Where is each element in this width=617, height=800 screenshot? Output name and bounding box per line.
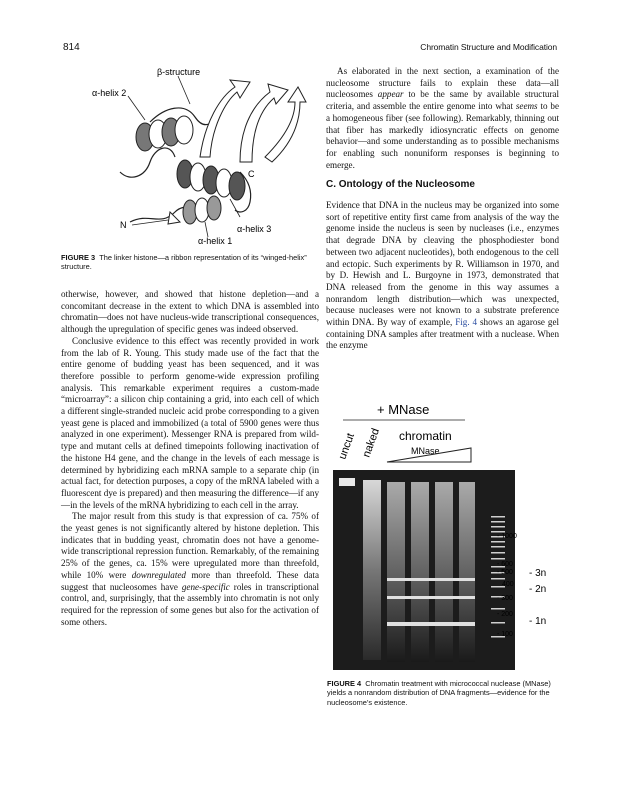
label-c-terminus: C xyxy=(248,169,255,179)
page-number: 814 xyxy=(63,42,80,53)
label-alpha-helix-2: α-helix 2 xyxy=(92,88,127,98)
text-run: As elaborated in the next section, a examination of the nucleosome structure fails to explain these data—all nucleosomes xyxy=(326,66,559,100)
ladder-band xyxy=(387,622,475,626)
alpha-helix-2-ribbon xyxy=(136,116,193,151)
text-run: roles in transcriptional control, and, surprisingly, that the assembly into chromatin is not only required for the repression of some genes but also for the activation of some others. xyxy=(61,581,319,627)
marker-band xyxy=(491,552,505,554)
marker-band xyxy=(491,622,505,624)
paragraph: Conclusive evidence to this effect was recently provided in work from the lab of R. Young. This study made use of the fact that the entire genome of budding yeast has been sequenced, and it was therefore possible to perform genome-wide expression profiling analysis. This remarkable experiment requires a custom-made “microarray”: a silicon chip containing a grid, into each cell of which a different single-stranded nucleic acid probe corresponding to a given yeast gene is placed and immobilized (a total of 5900 genes were thus analyzed in one experiment). Messenger RNA is prepared from wild-type and mutant cells at defined timepoints following inactivation of the histone H4 gene, and the change in the levels of each message is determined by hybridizing each mRNA sample to a separate chip (in actual fact, for detection purposes, a copy of the mRNA labeled with a fluorescent dye is prepared) and then measuring the difference—if any—in the levels of the mRNA hybridizing to each cell in the array. xyxy=(61,335,319,510)
figure-3-ribbon-diagram xyxy=(90,62,310,247)
figure-4-label: FIGURE 4 xyxy=(327,679,362,688)
figure-3-label: FIGURE 3 xyxy=(61,253,96,262)
lane-chromatin-2 xyxy=(411,482,429,662)
paragraph: otherwise, however, and showed that histone depletion—and a concomitant decrease in the extent to which DNA is assembled into chromatin—does not have nucleus-wide transcriptional consequences, although the upregulation of specific genes was indeed observed. xyxy=(61,289,319,335)
marker-label: 400 xyxy=(502,581,514,588)
paragraph xyxy=(61,511,319,628)
text-run: to be a homogeneous fiber (see following). Remarkably, thinning out that fiber has markedly idiosyncratic effects on genome behavior—and some understanding as to possible mechanisms for enabling such nonuniform responses is beginning to emerge. xyxy=(326,101,559,170)
marker-band xyxy=(491,546,505,548)
marker-label: - 1000 xyxy=(497,533,517,540)
coil-strand xyxy=(120,148,175,177)
nucleosome-1n-label: - 1n xyxy=(529,616,547,627)
text-run: to be the same by available structural criteria, and assemble the entire genome into what xyxy=(326,89,559,112)
running-title: Chromatin Structure and Modification xyxy=(420,42,557,52)
emphasis: downregulated xyxy=(131,569,186,580)
paragraph xyxy=(326,200,559,352)
label-alpha-helix-1: α-helix 1 xyxy=(198,236,233,246)
text-run: more than threefold. These data suggest that nucleosomes have xyxy=(61,569,319,592)
figure-4-caption-text: Chromatin treatment with micrococcal nuclease (MNase) yields a nonrandom distribution of DNA fragments—evidence for the nucleosome’s existence. xyxy=(327,679,551,707)
n-terminus-marker xyxy=(168,212,180,224)
figure-3-caption xyxy=(61,253,309,272)
nucleosome-2n-label: - 2n xyxy=(529,584,547,595)
lane-uncut-band xyxy=(339,478,355,486)
marker-band xyxy=(491,541,505,543)
left-column xyxy=(61,289,319,628)
marker-label: - 500 xyxy=(497,569,513,576)
text-run: shows an agarose gel containing DNA samples after treatment with a nuclease. When the enzyme xyxy=(326,317,560,351)
lane-label-naked: naked xyxy=(360,426,383,460)
mnase-gradient-label: MNase xyxy=(411,446,440,456)
figure-4-agarose-gel xyxy=(325,400,561,672)
ladder-band xyxy=(387,578,475,581)
chromatin-label: chromatin xyxy=(399,429,452,443)
emphasis: appear xyxy=(377,89,404,100)
label-pointer xyxy=(205,222,208,237)
label-n-terminus: N xyxy=(120,220,127,230)
label-pointer xyxy=(178,76,190,104)
marker-band xyxy=(491,526,505,528)
lane-naked-smear xyxy=(363,480,381,660)
figure-3-caption-text: The linker histone—a ribbon representation of its “winged-helix” structure. xyxy=(61,253,307,272)
figure-4-caption xyxy=(327,679,559,707)
marker-band xyxy=(491,608,505,610)
label-pointer xyxy=(230,199,240,217)
marker-label: - 600 xyxy=(497,561,513,568)
marker-band xyxy=(491,516,505,518)
ladder-band xyxy=(387,596,475,599)
label-pointer xyxy=(128,96,145,120)
marker-band xyxy=(491,521,505,523)
paragraph xyxy=(326,66,559,171)
lane-chromatin-4 xyxy=(459,482,475,662)
label-beta-structure: β-structure xyxy=(157,67,201,77)
text-run: Evidence that DNA in the nucleus may be organized into some sort of repetitive entity first came from analysis of the way the genome inside the nucleus is seen by nucleases (i.e., enzymes that degrade DNA by cleaving the phosphodiester bond between two adjacent nucleotides), both endogenous to the cell and ectopic. Such experiments by R. Williamson in 1970, and by D. Hewish and L. Burgoyne in 1973, demonstrated that DNA released from the genome in this way assumes a nonrandom length distribution—which was unexpected, because nucleases were not known to a substrate preference within DNA. By way of example, xyxy=(326,200,559,328)
lane-chromatin-1 xyxy=(387,482,405,662)
alpha-helix-3-ribbon xyxy=(177,160,245,200)
lane-chromatin-3 xyxy=(435,482,453,662)
emphasis: seems xyxy=(515,101,538,112)
text-run: The major result from this study is that expression of ca. 75% of the yeast genes is not significantly altered by histone depletion. This indicates that in budding yeast, chromatin does not have a genome-wide transcriptional repression function. Remarkably, of the remaining 25% of the genes, ca. 15% were upregulated more than threefold, while 10% were xyxy=(61,511,319,580)
label-pointer xyxy=(132,220,168,225)
marker-label: - 200 xyxy=(497,611,513,618)
alpha-helix-1-ribbon xyxy=(183,196,221,224)
right-column xyxy=(326,66,559,352)
marker-label: - 100 xyxy=(497,631,513,638)
marker-label: - 300 xyxy=(497,595,513,602)
figure-4-link[interactable]: Fig. 4 xyxy=(455,317,478,328)
label-alpha-helix-3: α-helix 3 xyxy=(237,224,272,234)
lane-label-uncut: uncut xyxy=(336,431,358,462)
section-heading: C. Ontology of the Nucleosome xyxy=(326,179,475,191)
emphasis: gene-specific xyxy=(181,581,230,592)
marker-band xyxy=(491,578,505,580)
nucleosome-3n-label: - 3n xyxy=(529,568,547,579)
gel-title: + MNase xyxy=(377,402,430,417)
marker-band xyxy=(491,558,505,560)
